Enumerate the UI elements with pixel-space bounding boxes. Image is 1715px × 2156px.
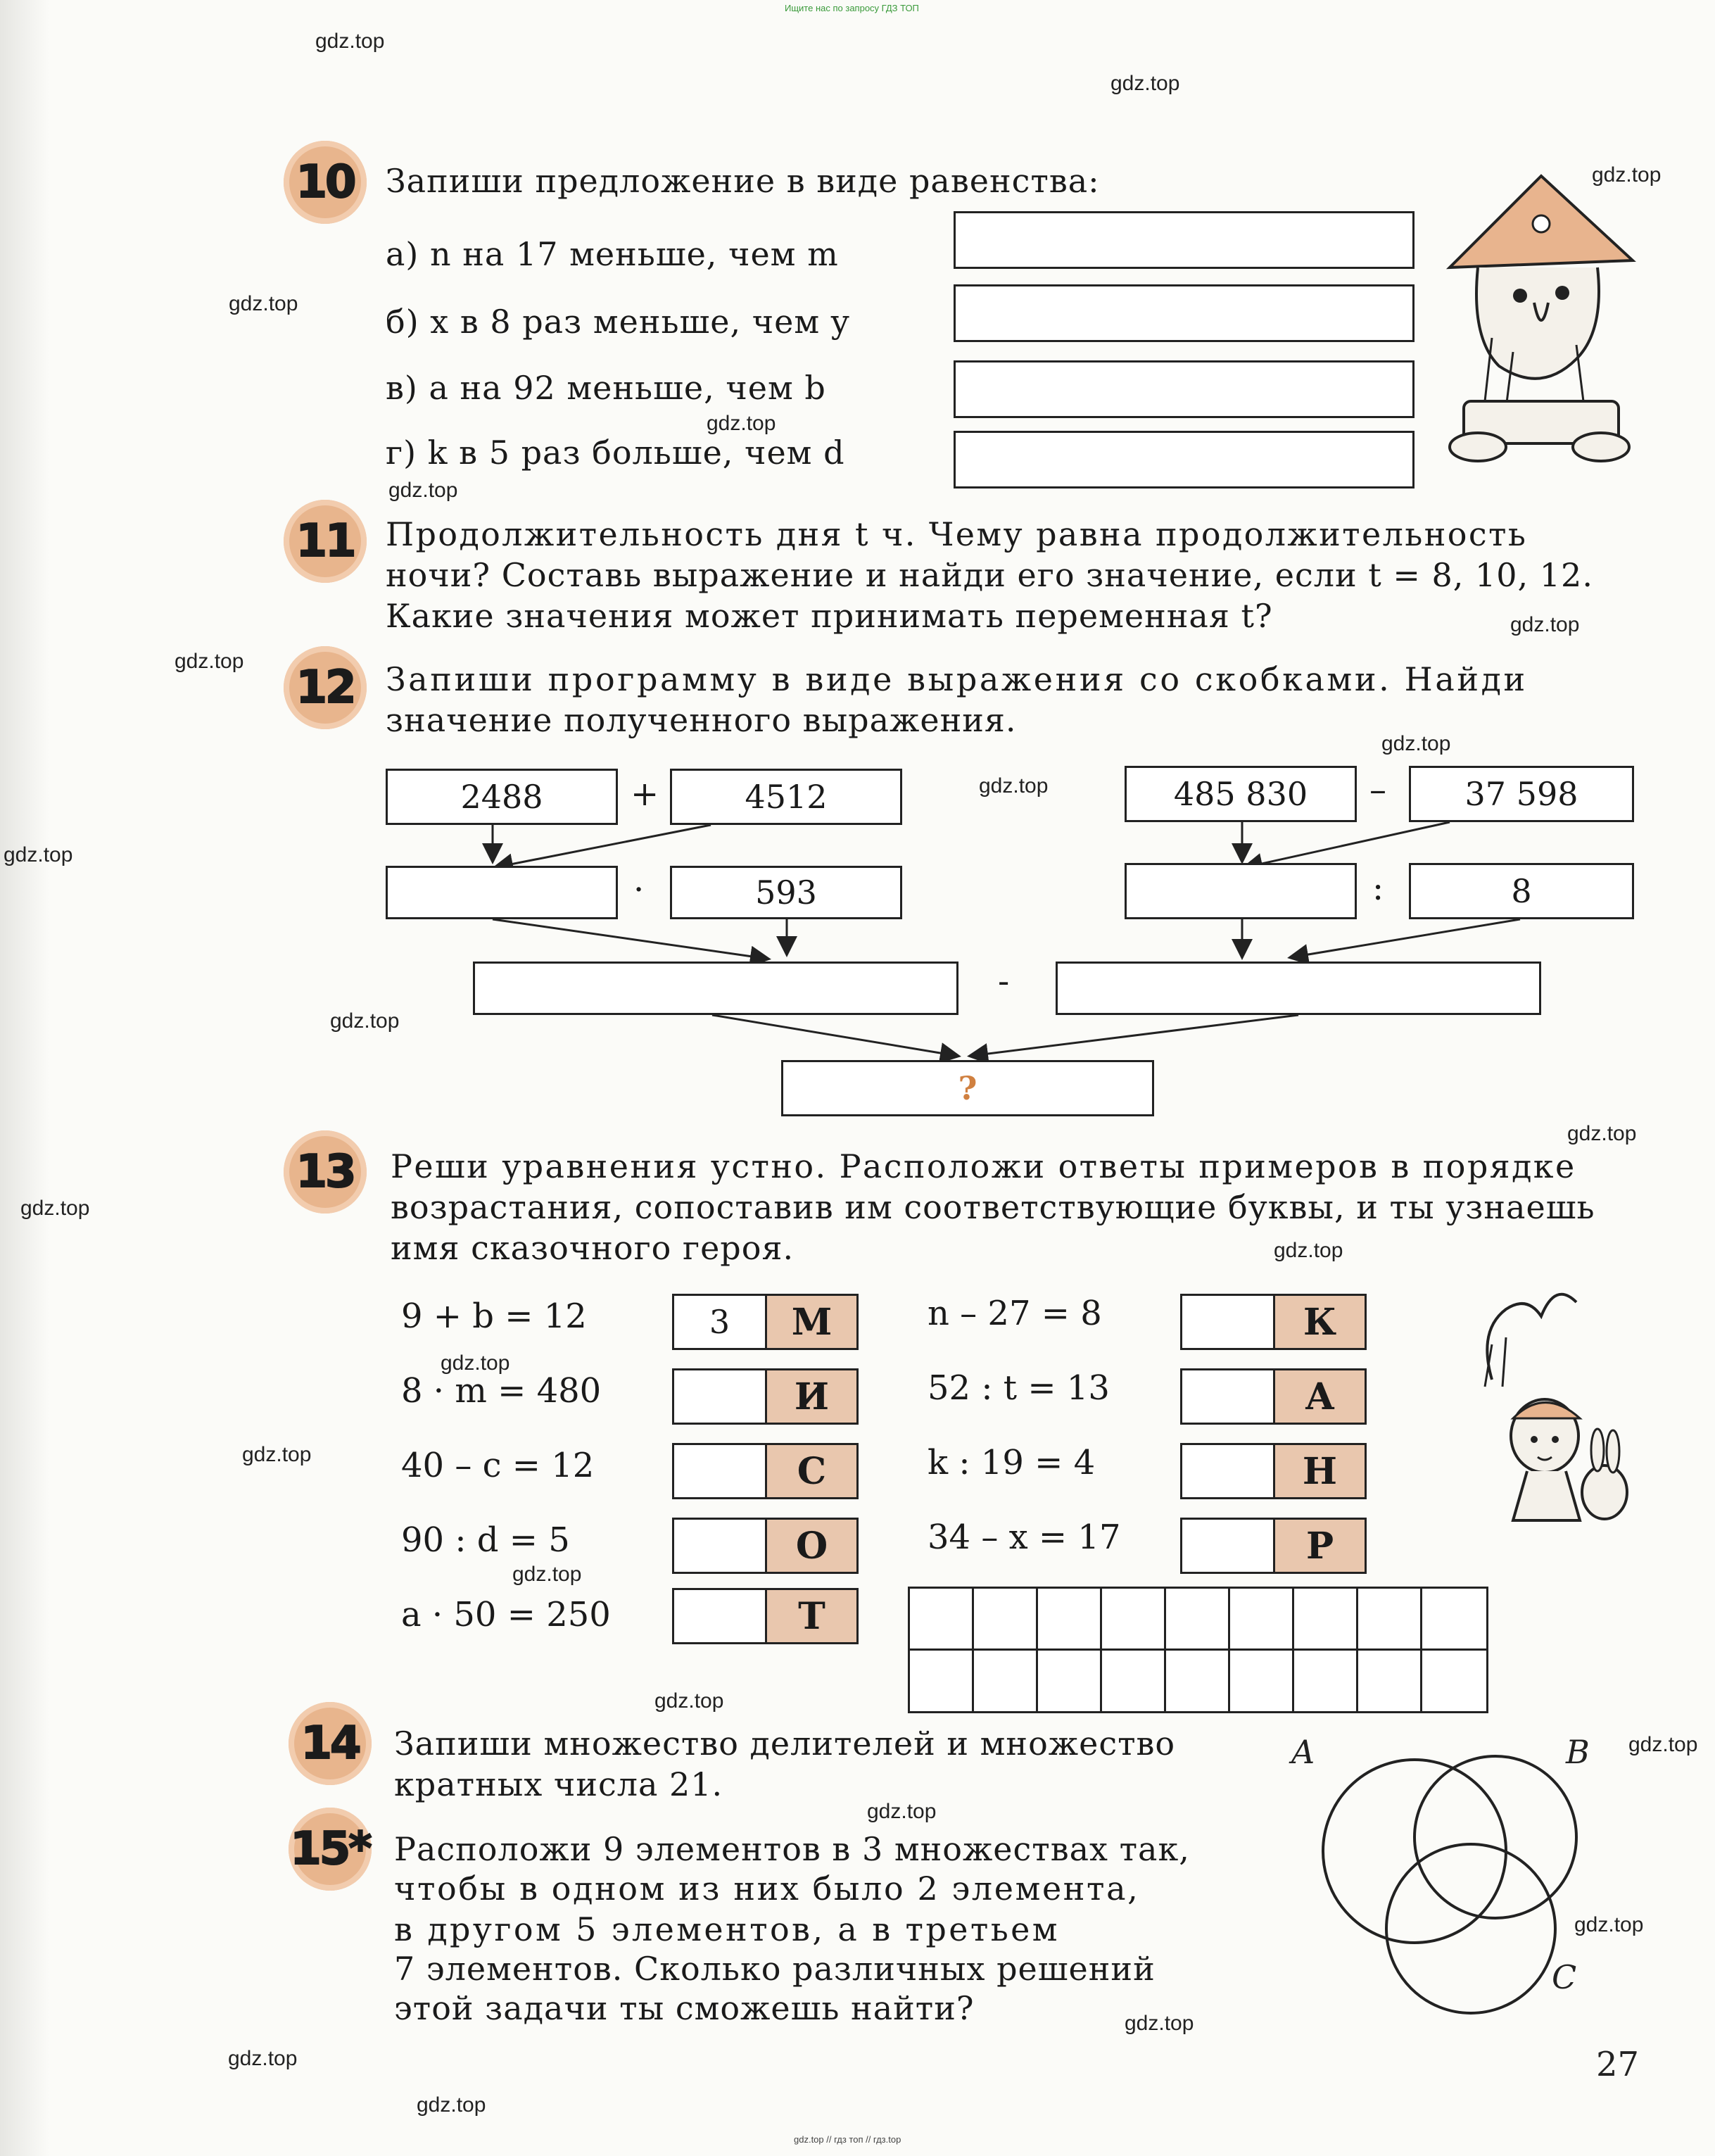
task-15-line-1: Расположи 9 элементов в 3 множествах так, bbox=[394, 1830, 1190, 1868]
t13-equation: 40 – c = 12 bbox=[401, 1446, 595, 1485]
venn-diagram bbox=[1274, 1725, 1597, 2027]
watermark: gdz.top bbox=[242, 1443, 312, 1466]
task-13-line-2: возрастания, сопоставив им соответствующие буквы, и ты узнаешь bbox=[391, 1188, 1595, 1226]
task-11-line-3: Какие значения может принимать переменная t? bbox=[386, 597, 1273, 635]
t13-letter: А bbox=[1273, 1370, 1365, 1423]
task-15-line-5: этой задачи ты сможешь найти? bbox=[394, 1989, 975, 2027]
watermark: gdz.top bbox=[979, 774, 1049, 798]
task-14-line-2: кратных числа 21. bbox=[394, 1765, 723, 1803]
task-15-line-4: 7 элементов. Сколько различных решений bbox=[394, 1950, 1156, 1988]
t13-answer-box[interactable] bbox=[1180, 1294, 1367, 1350]
name-cell[interactable] bbox=[910, 1589, 974, 1651]
t12-box-result[interactable] bbox=[781, 1060, 1154, 1116]
task-13-line-1: Реши уравнения устно. Расположи ответы примеров в порядке bbox=[391, 1147, 1576, 1185]
task-14-line-1: Запиши множество делителей и множество bbox=[394, 1725, 1176, 1763]
task-11-line-1: Продолжительность дня t ч. Чему равна продолжительность bbox=[386, 515, 1528, 553]
watermark: gdz.top bbox=[330, 1009, 400, 1033]
watermark: gdz.top bbox=[654, 1689, 724, 1713]
watermark: gdz.top bbox=[4, 843, 73, 866]
watermark: gdz.top bbox=[229, 292, 298, 315]
watermark: gdz.top bbox=[1125, 2012, 1194, 2035]
t12-box-right-quotient[interactable] bbox=[1056, 962, 1541, 1015]
hero-name-grid[interactable] bbox=[908, 1587, 1488, 1713]
venn-circle-c bbox=[1386, 1844, 1555, 2013]
task-10-title: Запиши предложение в виде равенства: bbox=[386, 162, 1100, 200]
t12-op-plus: + bbox=[631, 774, 659, 814]
watermark: gdz.top bbox=[512, 1563, 582, 1586]
watermark: gdz.top bbox=[20, 1197, 90, 1220]
task-number-14: 14 bbox=[289, 1702, 372, 1785]
task-10-item-a: а) n на 17 меньше, чем m bbox=[386, 235, 839, 273]
watermark: gdz.top bbox=[315, 30, 385, 53]
t12-op-middle: - bbox=[998, 962, 1010, 1001]
task-number-15: 15* bbox=[289, 1808, 372, 1891]
t13-letter: О bbox=[765, 1520, 856, 1572]
task-12-line-1: Запиши программу в виде выражения со скобками. Найди bbox=[386, 660, 1528, 698]
name-cell[interactable] bbox=[1358, 1651, 1422, 1713]
name-cell[interactable] bbox=[1358, 1589, 1422, 1651]
venn-label-c: C bbox=[1552, 1958, 1577, 1996]
venn-label-a: A bbox=[1291, 1733, 1315, 1771]
watermark: gdz.top bbox=[417, 2093, 486, 2117]
t12-box-37598: 37 598 bbox=[1409, 766, 1634, 822]
t13-letter: К bbox=[1273, 1296, 1365, 1348]
task-11-line-2: ночи? Составь выражение и найди его значение, если t = 8, 10, 12. bbox=[386, 556, 1593, 594]
t13-answer-box[interactable] bbox=[672, 1518, 859, 1574]
t13-answer-box[interactable] bbox=[672, 1443, 859, 1499]
name-cell[interactable] bbox=[910, 1651, 974, 1713]
t12-box-485830: 485 830 bbox=[1125, 766, 1357, 822]
task-10-item-b: б) x в 8 раз меньше, чем y bbox=[386, 303, 850, 341]
result-question-mark: ? bbox=[958, 1069, 977, 1107]
name-cell[interactable] bbox=[1422, 1589, 1486, 1651]
t13-equation: 8 · m = 480 bbox=[401, 1371, 602, 1411]
name-cell[interactable] bbox=[1230, 1589, 1294, 1651]
name-cell[interactable] bbox=[1294, 1589, 1358, 1651]
task-number-11: 11 bbox=[284, 500, 367, 583]
t13-letter: С bbox=[765, 1445, 856, 1497]
task-10-item-d: г) k в 5 раз больше, чем d bbox=[386, 434, 845, 472]
task-number-10: 10 bbox=[284, 141, 367, 224]
t12-box-593: 593 bbox=[670, 866, 902, 919]
name-cell[interactable] bbox=[1294, 1651, 1358, 1713]
t13-equation: k : 19 = 4 bbox=[928, 1443, 1096, 1482]
watermark: gdz.top bbox=[1510, 613, 1580, 636]
name-cell[interactable] bbox=[1166, 1589, 1230, 1651]
t13-answer-box[interactable] bbox=[1180, 1368, 1367, 1425]
watermark: gdz.top bbox=[1628, 1733, 1698, 1756]
page-number: 27 bbox=[1596, 2045, 1640, 2084]
t13-equation: n – 27 = 8 bbox=[928, 1294, 1102, 1333]
watermark: gdz.top bbox=[1110, 72, 1180, 95]
task-15-line-2: чтобы в одном из них было 2 элемента, bbox=[394, 1870, 1140, 1908]
t12-box-2488: 2488 bbox=[386, 769, 618, 825]
watermark: gdz.top bbox=[175, 650, 244, 673]
watermark: gdz.top bbox=[867, 1800, 937, 1823]
name-cell[interactable] bbox=[1102, 1589, 1166, 1651]
t13-answer-box[interactable] bbox=[672, 1294, 859, 1350]
t13-answer-box[interactable] bbox=[1180, 1518, 1367, 1574]
t13-letter: И bbox=[765, 1370, 856, 1423]
name-cell[interactable] bbox=[1166, 1651, 1230, 1713]
watermark: gdz.top bbox=[1592, 163, 1662, 187]
watermark: gdz.top bbox=[388, 479, 458, 502]
t12-box-4512: 4512 bbox=[670, 769, 902, 825]
watermark: gdz.top bbox=[1567, 1122, 1637, 1145]
name-cell[interactable] bbox=[1422, 1651, 1486, 1713]
task-number-12: 12 bbox=[284, 646, 367, 729]
t12-box-right-diff[interactable] bbox=[1125, 863, 1357, 919]
name-cell[interactable] bbox=[1038, 1651, 1102, 1713]
t13-equation: a · 50 = 250 bbox=[401, 1595, 611, 1634]
t13-equation: 90 : d = 5 bbox=[401, 1520, 570, 1560]
footer-note: gdz.top // гдз топ // гдз.top bbox=[794, 2134, 901, 2145]
watermark: gdz.top bbox=[1574, 1913, 1644, 1936]
watermark: gdz.top bbox=[441, 1351, 510, 1375]
task-12-line-2: значение полученного выражения. bbox=[386, 701, 1017, 739]
watermark: gdz.top bbox=[1381, 732, 1451, 755]
t13-letter: Р bbox=[1273, 1520, 1365, 1572]
t12-op-minus: – bbox=[1369, 770, 1386, 809]
venn-label-b: B bbox=[1566, 1733, 1590, 1771]
watermark: gdz.top bbox=[707, 412, 776, 435]
t13-answer-box[interactable] bbox=[1180, 1443, 1367, 1499]
boy-bunny-illustration bbox=[1464, 1267, 1633, 1534]
t13-equation: 34 – x = 17 bbox=[928, 1518, 1121, 1557]
t13-letter: Н bbox=[1273, 1445, 1365, 1497]
watermark: gdz.top bbox=[228, 2047, 298, 2070]
t12-op-mult: · bbox=[633, 870, 645, 909]
name-cell[interactable] bbox=[1038, 1589, 1102, 1651]
name-cell[interactable] bbox=[1230, 1651, 1294, 1713]
name-cell[interactable] bbox=[1102, 1651, 1166, 1713]
t12-box-left-sum[interactable] bbox=[386, 866, 618, 919]
watermark: gdz.top bbox=[1274, 1239, 1343, 1262]
task-10-item-c: в) a на 92 меньше, чем b bbox=[386, 369, 826, 407]
t12-box-8: 8 bbox=[1409, 863, 1634, 919]
t13-answer: 3 bbox=[709, 1303, 730, 1341]
name-cell[interactable] bbox=[974, 1589, 1038, 1651]
t12-box-left-product[interactable] bbox=[473, 962, 958, 1015]
t13-equation: 9 + b = 12 bbox=[401, 1297, 587, 1336]
t13-equation: 52 : t = 13 bbox=[928, 1368, 1110, 1408]
t13-letter: М bbox=[765, 1296, 856, 1348]
name-cell[interactable] bbox=[974, 1651, 1038, 1713]
t13-answer-box[interactable] bbox=[672, 1588, 859, 1644]
task-13-line-3: имя сказочного героя. bbox=[391, 1229, 795, 1267]
t13-answer-box[interactable] bbox=[672, 1368, 859, 1425]
task-15-line-3: в другом 5 элементов, а в третьем bbox=[394, 1910, 1060, 1948]
task-number-13: 13 bbox=[284, 1130, 367, 1213]
header-note: Ищите нас по запросу ГДЗ ТОП bbox=[785, 3, 919, 13]
t12-op-div: : bbox=[1372, 869, 1384, 908]
t13-letter: Т bbox=[765, 1590, 856, 1642]
